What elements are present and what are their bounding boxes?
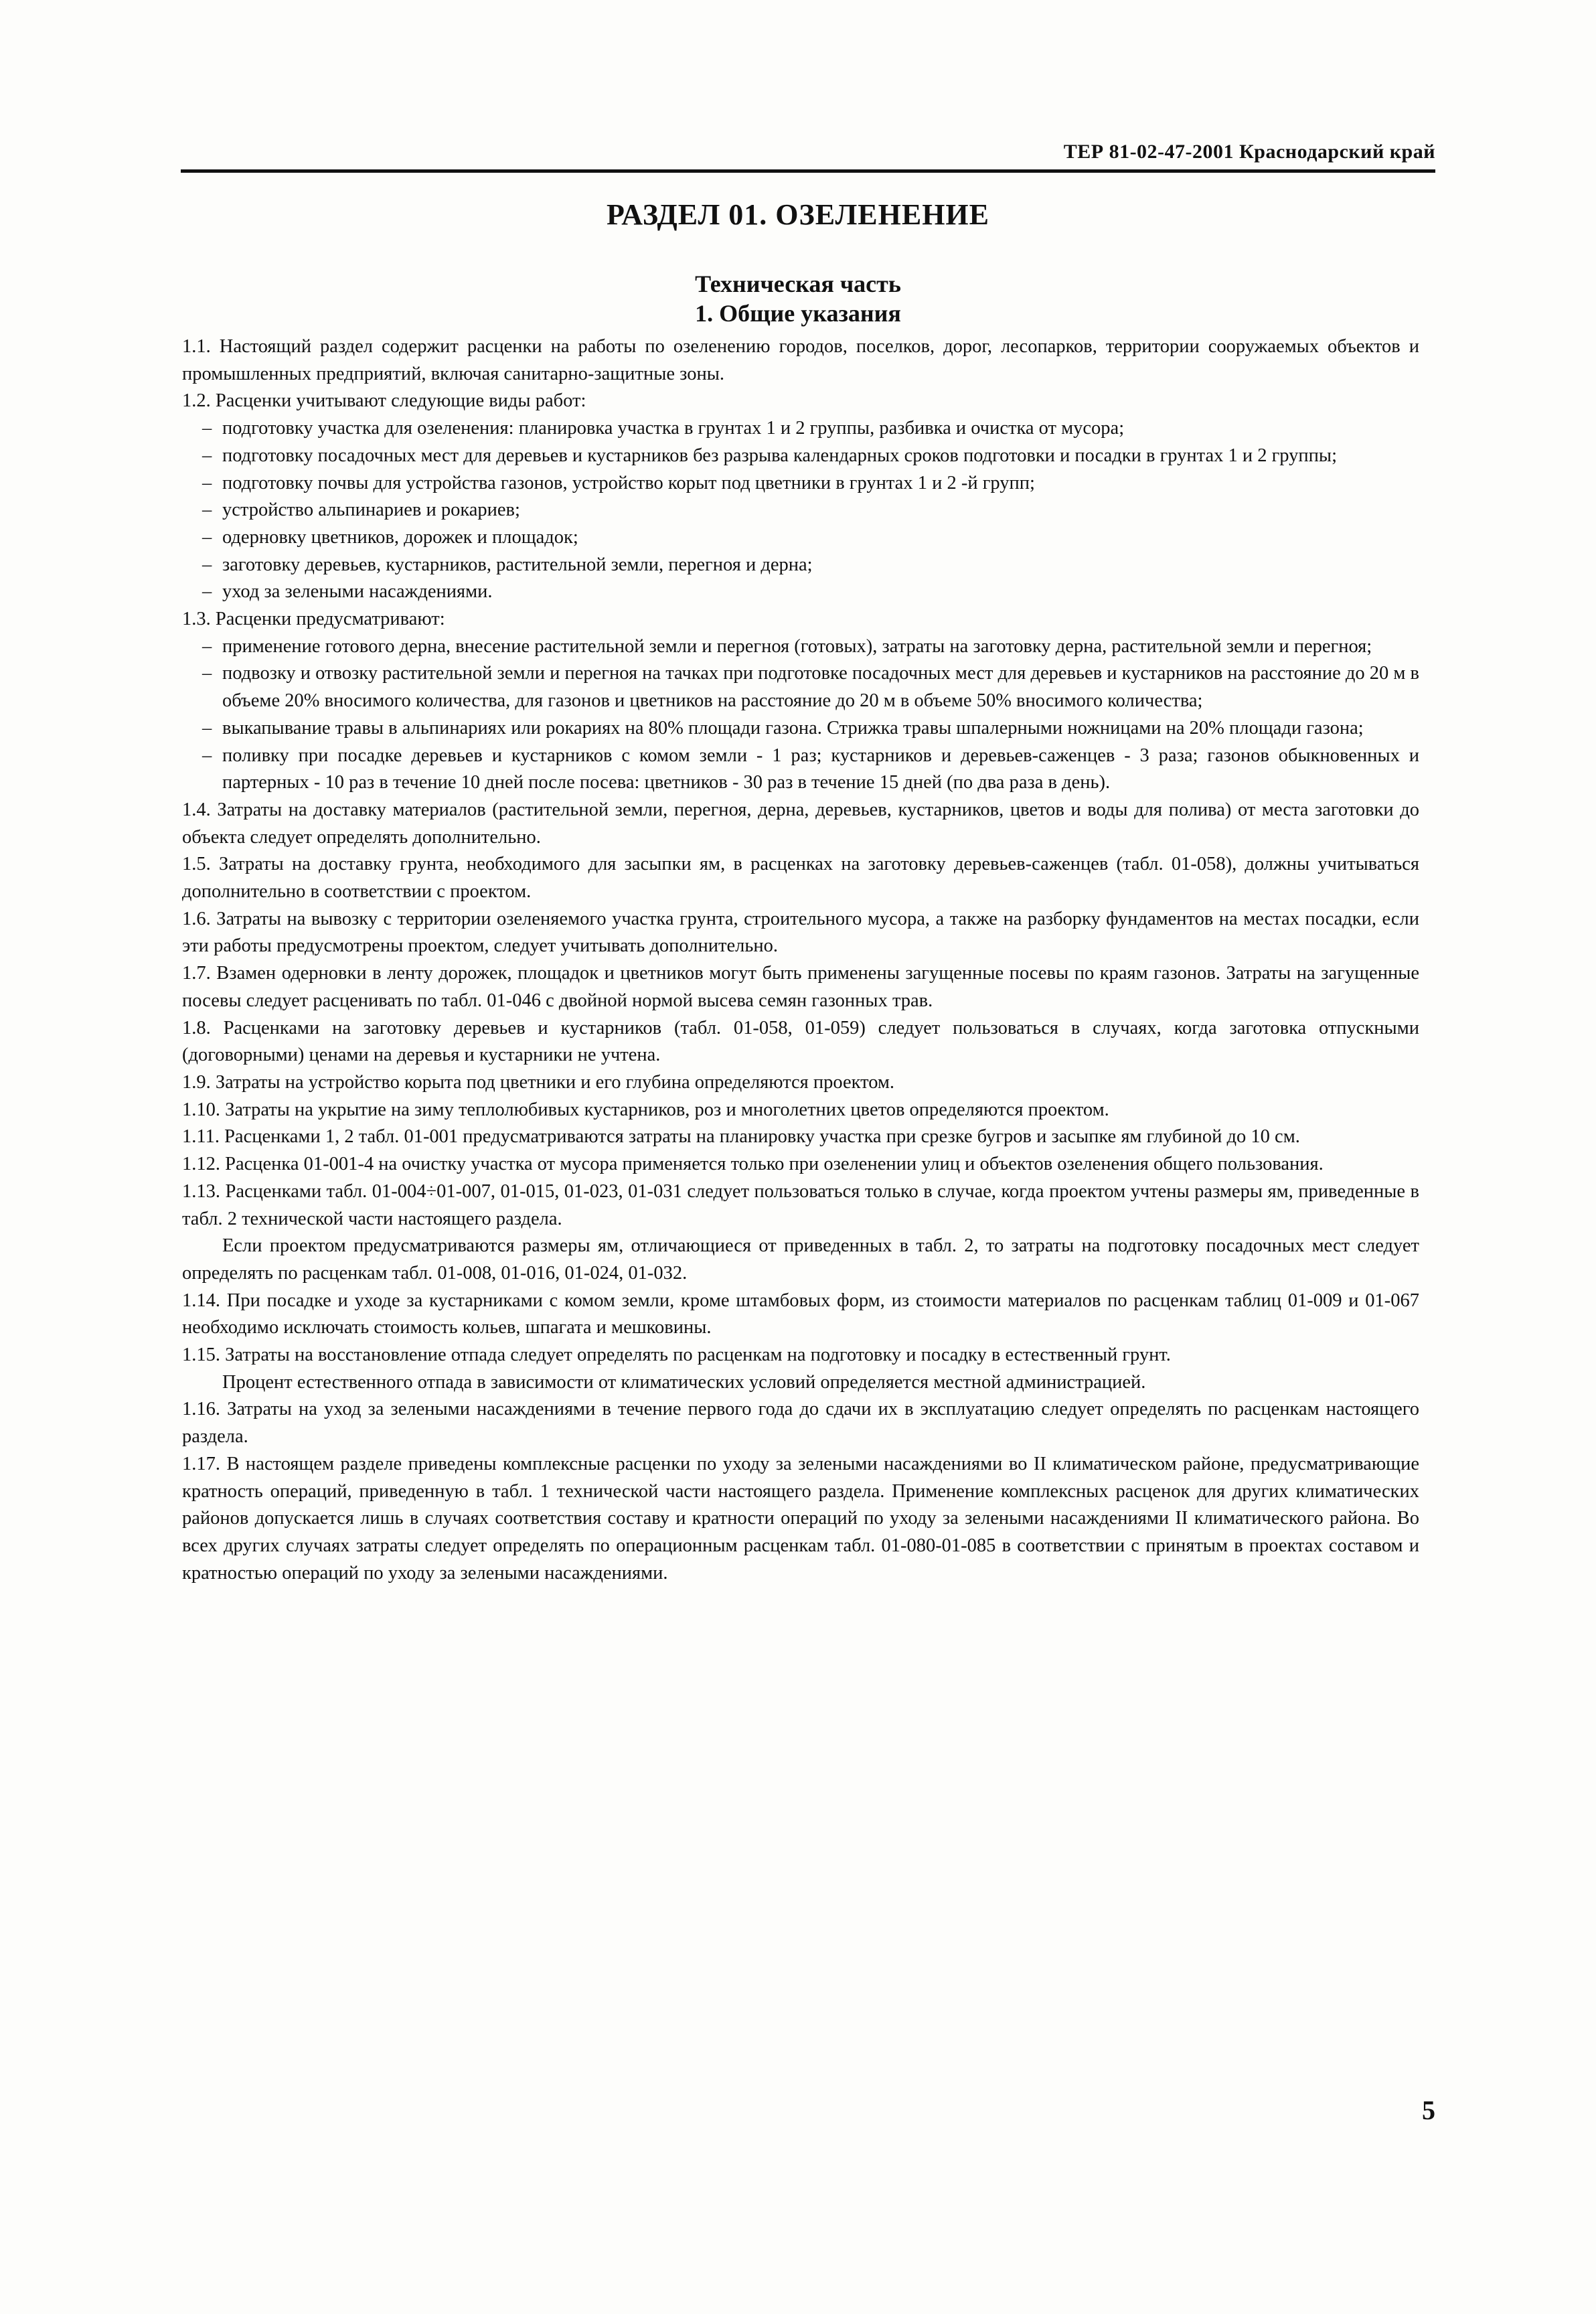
paragraph-1-15-continuation: Процент естественного отпада в зависимости от климатических условий определяется местной администрацией. bbox=[222, 1371, 1146, 1393]
paragraph-1-8: 1.8. Расценками на заготовку деревьев и кустарников (табл. 01-058, 01-059) следует пользоваться в случаях, когда заготовка отпускными (договорными) ценами на деревья и кустарники не учтена. bbox=[182, 1017, 1419, 1066]
paragraph-1-7: 1.7. Взамен одерновки в ленту дорожек, площадок и цветников могут быть применены загущенные посевы по краям газонов. Затраты на загущенные посевы следует расценивать по табл. 01-046 с двойной нормой высева семян газонных трав. bbox=[182, 963, 1419, 1011]
subtitle-general-provisions: 1. Общие указания bbox=[695, 300, 901, 327]
list-item: – подготовку посадочных мест для деревьев и кустарников без разрыва календарных сроков подготовки и посадки в грунтах 1 и 2 группы; bbox=[182, 443, 1419, 470]
paragraph-1-12: 1.12. Расценка 01-001-4 на очистку участка от мусора применяется только при озеленении улиц и объектов озеленения общего пользования. bbox=[182, 1154, 1324, 1175]
list-item: – подготовку участка для озеленения: планировка участка в грунтах 1 и 2 группы, разбивка и очистка от мусора; bbox=[182, 415, 1419, 443]
section-title: РАЗДЕЛ 01. ОЗЕЛЕНЕНИЕ bbox=[606, 198, 989, 231]
document-body bbox=[182, 333, 1419, 1587]
list-item: – выкапывание травы в альпинариях или рокариях на 80% площади газона. Стрижка травы шпалерными ножницами на 20% площади газона; bbox=[182, 715, 1419, 743]
subtitle-technical-part: Техническая часть bbox=[695, 271, 901, 297]
paragraph-1-14: 1.14. При посадке и уходе за кустарниками с комом земли, кроме штамбовых форм, из стоимости материалов по расценкам таблиц 01-009 и 01-067 необходимо исключать стоимость кольев, шпагата и мешковины. bbox=[182, 1290, 1419, 1338]
paragraph-1-1: 1.1. Настоящий раздел содержит расценки на работы по озеленению городов, поселков, дорог, лесопарков, территории сооружаемых объектов и промышленных предприятий, включая санитарно-защитные зоны. bbox=[182, 336, 1419, 384]
paragraph-1-13-continuation: Если проектом предусматриваются размеры ям, отличающиеся от приведенных в табл. 2, то затраты на подготовку посадочных мест следует определять по расценкам табл. 01-008, 01-016, 01-024, 01-032. bbox=[182, 1235, 1419, 1284]
paragraph-1-3: 1.3. Расценки предусматривают: bbox=[182, 609, 445, 630]
paragraph-1-17: 1.17. В настоящем разделе приведены комплексные расценки по уходу за зелеными насаждениями во II климатическом районе, предусматривающие кратность операций, приведенную в табл. 1 технической части настоящего раздела. Применение комплексных расценок для других климатических районов допускается лишь в случаях соответствия составу и кратности операций по уходу за зелеными насаждениями II климатического района. Во всех других случаях затраты следует определять по операционным расценкам табл. 01-080-01-085 в соответствии с принятым в проектах составом и кратностью операций по уходу за зелеными насаждениями. bbox=[182, 1453, 1419, 1584]
header-rule bbox=[181, 169, 1435, 173]
list-item: – подвозку и отвозку растительной земли и перегноя на тачках при подготовке посадочных мест для деревьев и кустарников на расстояние до 20 м в объеме 20% вносимого количества, для газонов и цветников на расстояние до 20 м в объеме 50% вносимого количества; bbox=[182, 660, 1419, 714]
list-item: – поливку при посадке деревьев и кустарников с комом земли - 1 раз; кустарников и деревьев-саженцев - 3 раза; газонов обыкновенных и партерных - 10 раз в течение 10 дней после посева: цветников - 30 раз в течение 15 дней (по два раза в день). bbox=[182, 743, 1419, 797]
list-item: – заготовку деревьев, кустарников, растительной земли, перегноя и дерна; bbox=[182, 552, 1419, 579]
paragraph-1-6: 1.6. Затраты на вывозку с территории озеленяемого участка грунта, строительного мусора, а также на разборку фундаментов на местах посадки, если эти работы предусмотрены проектом, следует учитывать дополнительно. bbox=[182, 908, 1419, 957]
paragraph-1-4: 1.4. Затраты на доставку материалов (растительной земли, перегноя, дерна, деревьев, кустарников, цветов и воды для полива) от места заготовки до объекта следует определять дополнительно. bbox=[182, 799, 1419, 848]
paragraph-1-16: 1.16. Затраты на уход за зелеными насаждениями в течение первого года до сдачи их в эксплуатацию следует определять по расценкам настоящего раздела. bbox=[182, 1399, 1419, 1448]
paragraph-1-10: 1.10. Затраты на укрытие на зиму теплолюбивых кустарников, роз и многолетних цветов определяются проектом. bbox=[182, 1099, 1109, 1120]
paragraph-1-9: 1.9. Затраты на устройство корыта под цветники и его глубина определяются проектом. bbox=[182, 1071, 895, 1093]
list-item: – подготовку почвы для устройства газонов, устройство корыт под цветники в грунтах 1 и 2 -й групп; bbox=[182, 470, 1419, 497]
paragraph-1-2: 1.2. Расценки учитывают следующие виды работ: bbox=[182, 390, 586, 412]
paragraph-1-11: 1.11. Расценками 1, 2 табл. 01-001 предусматриваются затраты на планировку участка при срезке бугров и засыпке ям глубиной до 10 см. bbox=[182, 1126, 1300, 1148]
list-item: – уход за зелеными насаждениями. bbox=[182, 578, 1419, 606]
list-item: – применение готового дерна, внесение растительной земли и перегноя (готовых), затраты на заготовку дерна, растительной земли и перегноя; bbox=[182, 633, 1419, 661]
paragraph-1-13: 1.13. Расценками табл. 01-004÷01-007, 01-015, 01-023, 01-031 следует пользоваться только в случае, когда проектом учтены размеры ям, приведенные в табл. 2 технической части настоящего раздела. bbox=[182, 1180, 1419, 1229]
list-item: – устройство альпинариев и рокариев; bbox=[182, 497, 1419, 524]
list-item: – одерновку цветников, дорожек и площадок; bbox=[182, 524, 1419, 552]
paragraph-1-5: 1.5. Затраты на доставку грунта, необходимого для засыпки ям, в расценках на заготовку деревьев-саженцев (табл. 01-058), должны учитываться дополнительно в соответствии с проектом. bbox=[182, 854, 1419, 903]
page-number: 5 bbox=[1422, 2095, 1435, 2125]
paragraph-1-15: 1.15. Затраты на восстановление отпада следует определять по расценкам на подготовку и посадку в естественный грунт. bbox=[182, 1344, 1171, 1366]
document-code-header: ТЕР 81-02-47-2001 Краснодарский край bbox=[1063, 141, 1435, 163]
